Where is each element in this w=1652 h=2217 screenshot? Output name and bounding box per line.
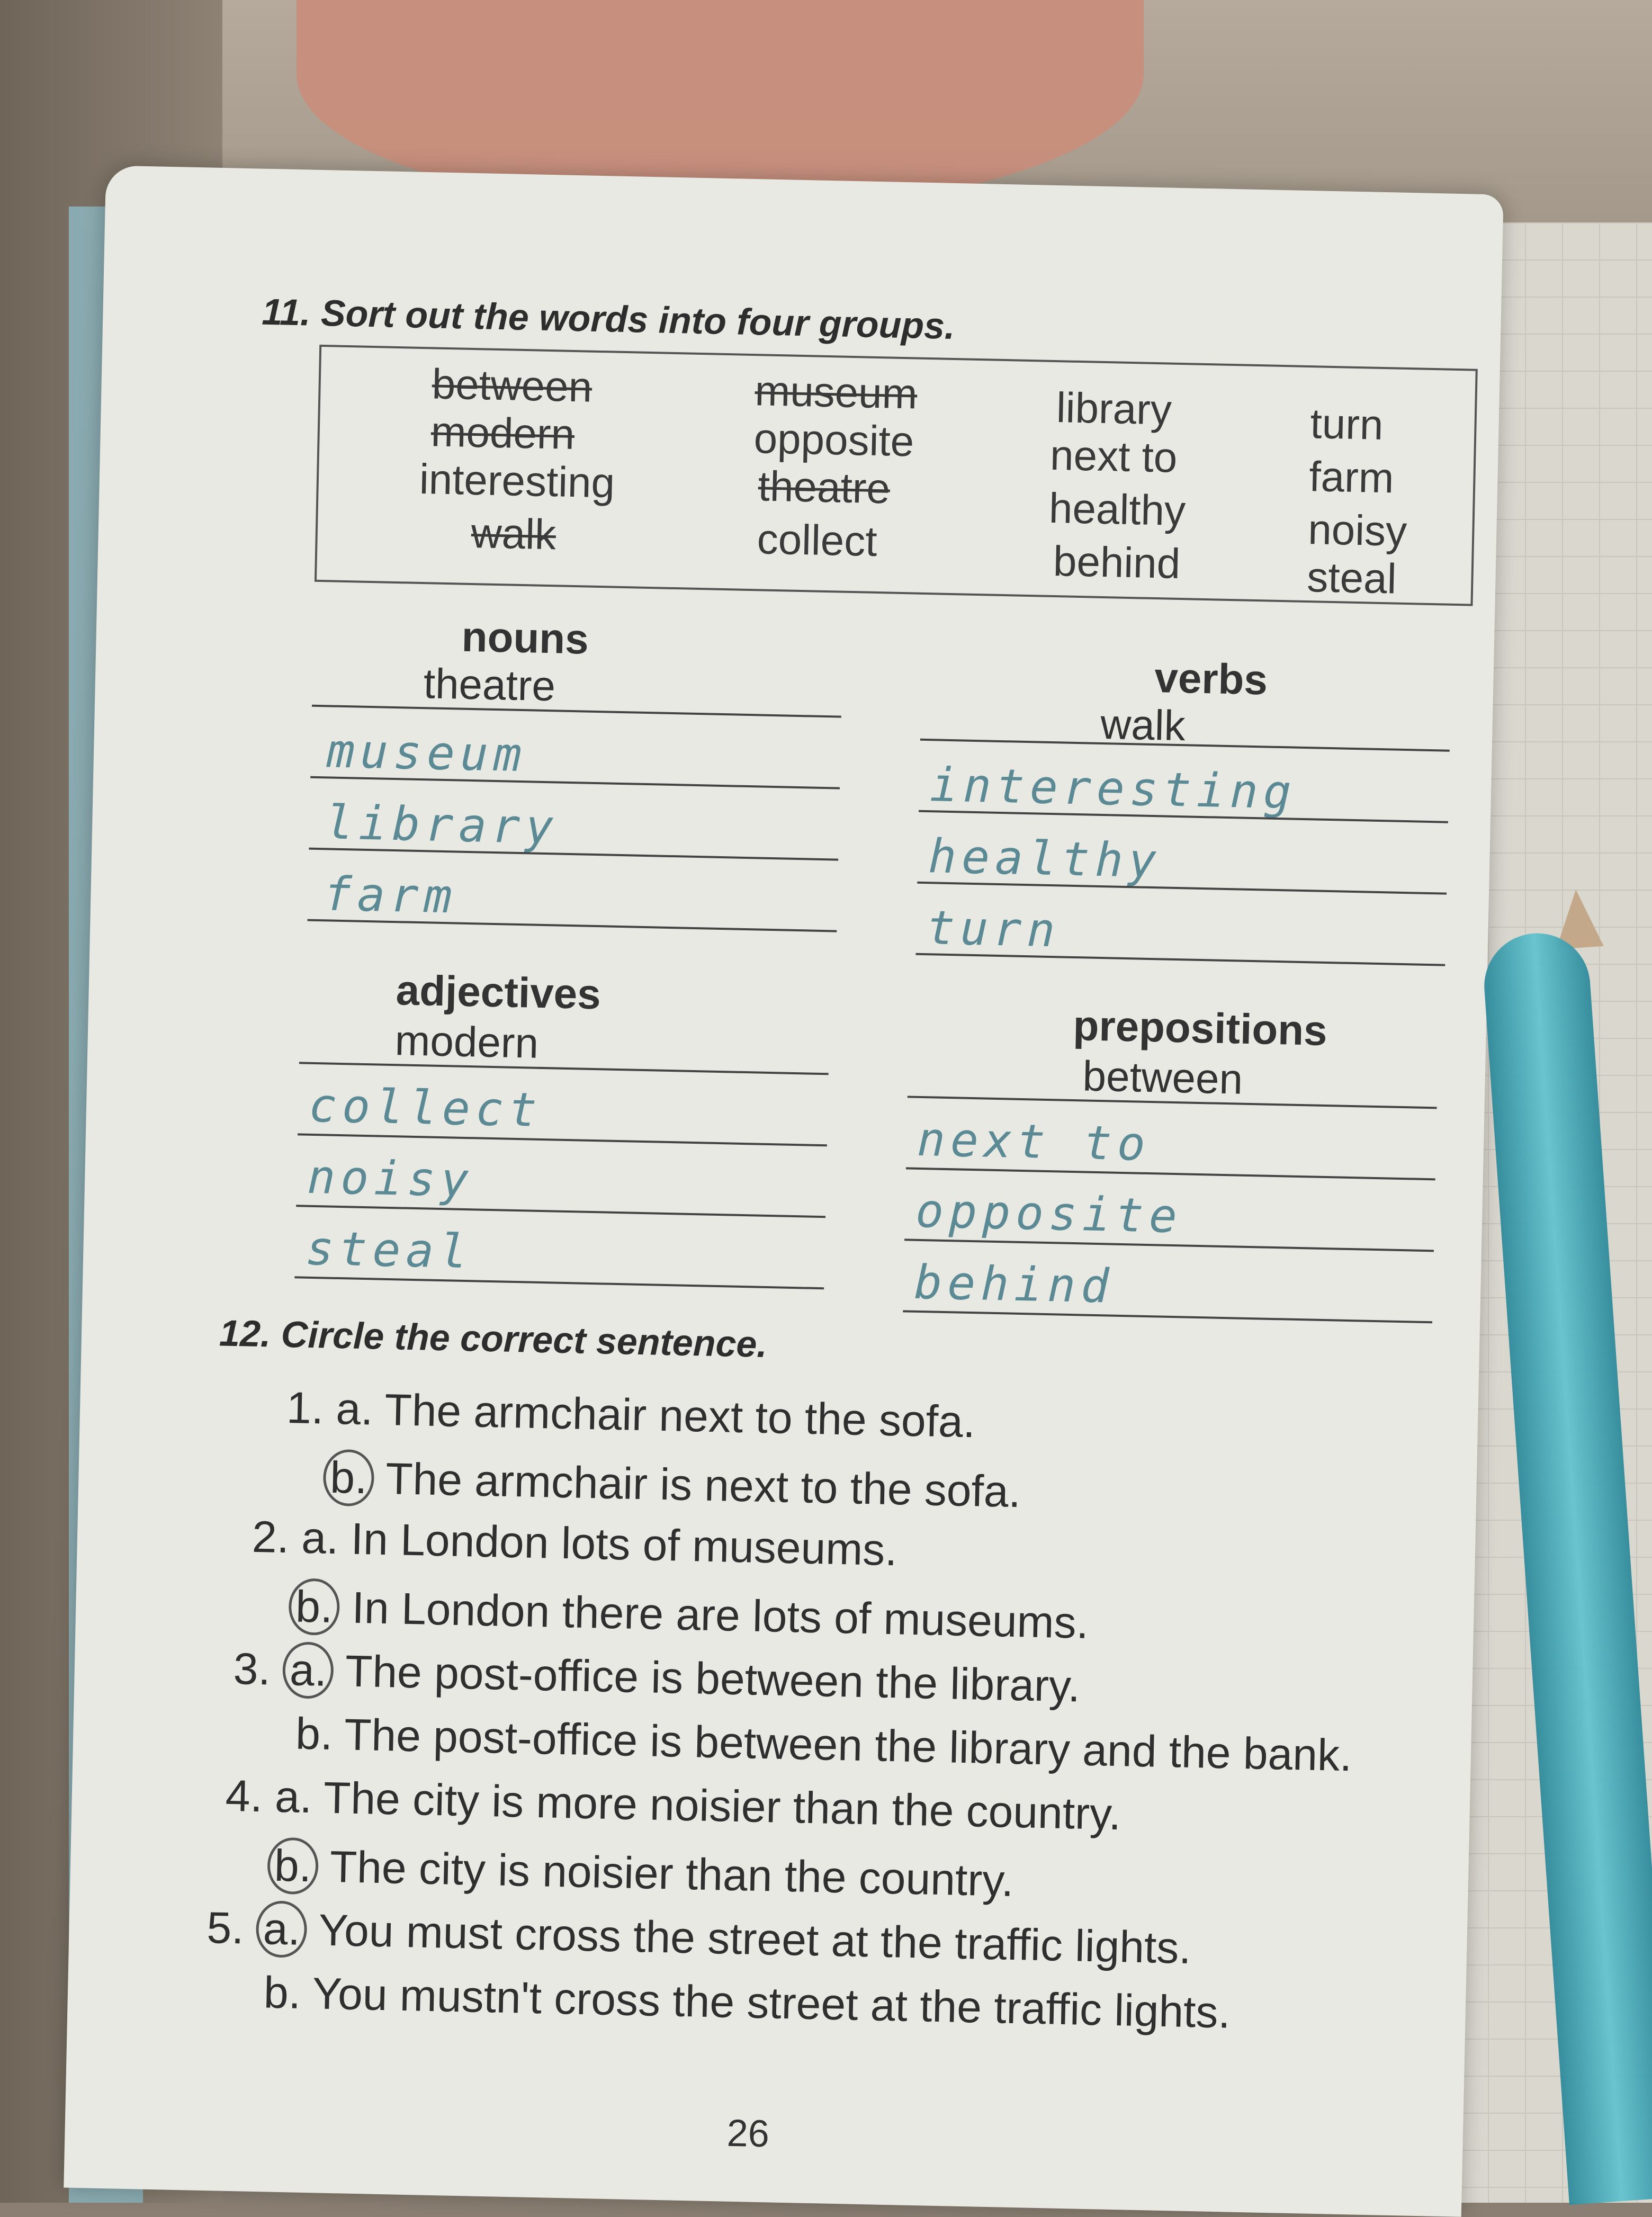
- sentence-text: The post-office is between the library.: [345, 1646, 1081, 1711]
- verbs-answer: interesting: [929, 757, 1297, 820]
- box-word: modern: [430, 408, 576, 458]
- verbs-answer: healthy: [928, 829, 1163, 888]
- box-word: interesting: [419, 455, 615, 507]
- sentence-b: [276, 1837, 1014, 1909]
- box-word: healthy: [1048, 484, 1186, 535]
- box-word: behind: [1053, 537, 1181, 588]
- answer-line: [915, 953, 1445, 966]
- box-word: opposite: [753, 415, 915, 465]
- nouns-label: nouns: [461, 613, 589, 663]
- box-word: farm: [1308, 453, 1395, 502]
- workbook-page: [64, 165, 1503, 2216]
- box-word: walk: [470, 509, 556, 559]
- box-word: between: [431, 360, 593, 411]
- adjectives-answer: noisy: [307, 1149, 475, 1208]
- verbs-answer: turn: [926, 900, 1061, 958]
- item-number: 4.: [225, 1770, 263, 1821]
- answer-line: [307, 919, 837, 932]
- option-letter-circled: b.: [288, 1578, 340, 1636]
- box-word: next to: [1049, 431, 1178, 481]
- sentence-text: The city is noisier than the country.: [329, 1841, 1014, 1906]
- sentence-b: [329, 1449, 1021, 1520]
- sentence-text: The armchair next to the sofa.: [384, 1384, 976, 1447]
- exercise-12-title: 12. Circle the correct sentence.: [219, 1312, 768, 1365]
- option-letter: a.: [301, 1512, 339, 1564]
- box-word: steal: [1306, 553, 1397, 603]
- prepositions-answer: opposite: [915, 1183, 1183, 1244]
- prepositions-answer: next to: [917, 1111, 1151, 1172]
- box-word: noisy: [1307, 506, 1408, 555]
- sentence-a: [233, 1640, 1081, 1715]
- nouns-answer: farm: [323, 866, 458, 924]
- sentence-text: The city is more noisier than the country.: [323, 1772, 1122, 1839]
- adjectives-answer: collect: [308, 1078, 543, 1137]
- word-box: [315, 345, 1478, 606]
- prepositions-example: between: [1082, 1052, 1244, 1103]
- sentence-b: [263, 1967, 1231, 2038]
- box-word: museum: [754, 367, 918, 418]
- sentence-text: In London there are lots of museums.: [351, 1582, 1089, 1648]
- option-letter-circled: a.: [256, 1900, 308, 1958]
- page-number: 26: [726, 2112, 770, 2156]
- sentence-a: [225, 1770, 1121, 1840]
- exercise-11-title: 11. Sort out the words into four groups.: [261, 291, 956, 347]
- option-letter-circled: b.: [267, 1837, 319, 1895]
- sentence-text: In London lots of museums.: [350, 1513, 898, 1575]
- answer-line: [299, 1062, 829, 1075]
- option-letter-circled: a.: [282, 1641, 334, 1699]
- nouns-answer: library: [325, 795, 560, 855]
- answer-line: [310, 776, 840, 789]
- prepositions-label: prepositions: [1072, 1001, 1328, 1055]
- answer-line: [294, 1276, 824, 1289]
- verbs-label: verbs: [1154, 654, 1268, 704]
- box-word: theatre: [757, 462, 891, 513]
- option-letter: b.: [263, 1967, 302, 2018]
- sentence-text: The post-office is between the library and the bank.: [344, 1709, 1353, 1781]
- option-letter: b.: [295, 1708, 334, 1759]
- nouns-example: theatre: [423, 660, 556, 710]
- item-number: 5.: [206, 1902, 245, 1953]
- sentence-text: The armchair is next to the sofa.: [385, 1453, 1021, 1517]
- verbs-example: walk: [1100, 700, 1186, 750]
- box-word: library: [1056, 384, 1172, 434]
- answer-line: [917, 882, 1447, 895]
- answer-line: [903, 1310, 1432, 1323]
- prepositions-answer: behind: [913, 1254, 1115, 1314]
- sentence-a: [252, 1511, 897, 1576]
- nouns-answer: museum: [326, 723, 528, 783]
- item-number: 3.: [232, 1644, 271, 1694]
- sentence-b: [295, 1708, 1352, 1782]
- answer-line: [309, 848, 838, 861]
- sentence-b: [295, 1578, 1089, 1651]
- item-number: 1.: [286, 1383, 325, 1433]
- sentence-text: You must cross the street at the traffic lights.: [318, 1905, 1192, 1973]
- adjectives-label: adjectives: [395, 966, 601, 1018]
- answer-line: [296, 1205, 825, 1218]
- answer-line: [312, 705, 841, 718]
- option-letter: a.: [274, 1771, 313, 1823]
- answer-line: [906, 1167, 1435, 1180]
- adjectives-answer: steal: [305, 1220, 473, 1279]
- adjectives-example: modern: [394, 1017, 539, 1067]
- sentence-text: You mustn't cross the street at the traffic lights.: [311, 1968, 1231, 2038]
- box-word: collect: [756, 515, 878, 565]
- answer-line: [298, 1133, 827, 1146]
- option-letter-circled: b.: [322, 1449, 374, 1507]
- sentence-a: [206, 1899, 1192, 1977]
- item-number: 2.: [252, 1511, 290, 1563]
- option-letter: a.: [335, 1383, 374, 1434]
- box-word: turn: [1309, 400, 1384, 448]
- sentence-a: [286, 1382, 976, 1448]
